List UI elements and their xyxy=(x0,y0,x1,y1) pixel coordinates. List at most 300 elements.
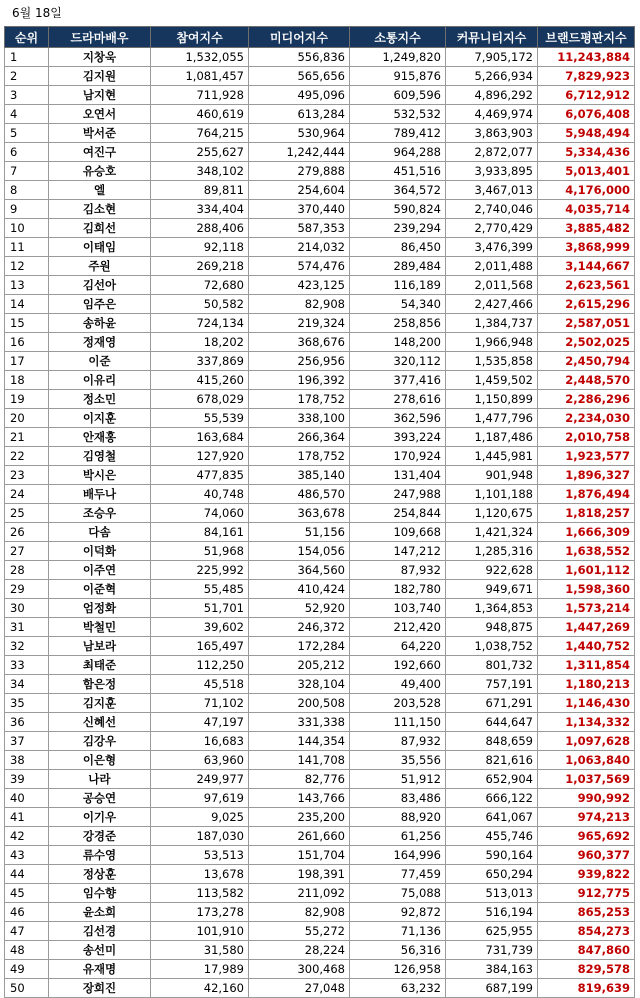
participation-cell: 39,602 xyxy=(151,618,249,637)
communication-cell: 915,876 xyxy=(350,67,446,86)
table-row xyxy=(5,599,635,618)
participation-cell: 72,680 xyxy=(151,276,249,295)
communication-cell: 239,294 xyxy=(350,219,446,238)
header-rank: 순위 xyxy=(5,27,49,48)
table-row xyxy=(5,105,635,124)
communication-cell: 54,340 xyxy=(350,295,446,314)
brand-index-cell: 960,377 xyxy=(538,846,635,865)
brand-index-cell: 1,876,494 xyxy=(538,485,635,504)
media-cell: 587,353 xyxy=(249,219,350,238)
actor-name-cell: 이은형 xyxy=(49,751,151,770)
actor-name-cell: 엘 xyxy=(49,181,151,200)
communication-cell: 75,088 xyxy=(350,884,446,903)
media-cell: 256,956 xyxy=(249,352,350,371)
communication-cell: 61,256 xyxy=(350,827,446,846)
rank-cell: 11 xyxy=(5,238,49,257)
community-cell: 1,421,324 xyxy=(446,523,538,542)
participation-cell: 45,518 xyxy=(151,675,249,694)
community-cell: 922,628 xyxy=(446,561,538,580)
brand-index-cell: 6,076,408 xyxy=(538,105,635,124)
rank-cell: 25 xyxy=(5,504,49,523)
actor-name-cell: 공승연 xyxy=(49,789,151,808)
brand-index-cell: 1,097,628 xyxy=(538,732,635,751)
table-row xyxy=(5,295,635,314)
brand-index-cell: 5,334,436 xyxy=(538,143,635,162)
participation-cell: 113,582 xyxy=(151,884,249,903)
brand-index-cell: 11,243,884 xyxy=(538,48,635,67)
communication-cell: 170,924 xyxy=(350,447,446,466)
rank-cell: 41 xyxy=(5,808,49,827)
actor-name-cell: 김소현 xyxy=(49,200,151,219)
communication-cell: 532,532 xyxy=(350,105,446,124)
brand-index-cell: 939,822 xyxy=(538,865,635,884)
community-cell: 1,384,737 xyxy=(446,314,538,333)
actor-name-cell: 이덕화 xyxy=(49,542,151,561)
actor-name-cell: 정재영 xyxy=(49,333,151,352)
community-cell: 1,120,675 xyxy=(446,504,538,523)
actor-name-cell: 강경준 xyxy=(49,827,151,846)
communication-cell: 364,572 xyxy=(350,181,446,200)
communication-cell: 609,596 xyxy=(350,86,446,105)
table-row xyxy=(5,922,635,941)
actor-name-cell: 나라 xyxy=(49,770,151,789)
brand-index-cell: 1,923,577 xyxy=(538,447,635,466)
community-cell: 644,647 xyxy=(446,713,538,732)
media-cell: 235,200 xyxy=(249,808,350,827)
media-cell: 530,964 xyxy=(249,124,350,143)
participation-cell: 40,748 xyxy=(151,485,249,504)
participation-cell: 288,406 xyxy=(151,219,249,238)
community-cell: 3,933,895 xyxy=(446,162,538,181)
actor-name-cell: 배두나 xyxy=(49,485,151,504)
participation-cell: 63,960 xyxy=(151,751,249,770)
communication-cell: 164,996 xyxy=(350,846,446,865)
community-cell: 1,966,948 xyxy=(446,333,538,352)
table-row xyxy=(5,770,635,789)
community-cell: 7,905,172 xyxy=(446,48,538,67)
brand-reputation-table xyxy=(4,26,635,998)
participation-cell: 18,202 xyxy=(151,333,249,352)
header-brand-index: 브랜드평판지수 xyxy=(538,27,635,48)
rank-cell: 22 xyxy=(5,447,49,466)
rank-cell: 46 xyxy=(5,903,49,922)
table-row xyxy=(5,561,635,580)
brand-index-cell: 990,992 xyxy=(538,789,635,808)
actor-name-cell: 최태준 xyxy=(49,656,151,675)
communication-cell: 109,668 xyxy=(350,523,446,542)
table-row xyxy=(5,808,635,827)
media-cell: 196,392 xyxy=(249,371,350,390)
media-cell: 423,125 xyxy=(249,276,350,295)
communication-cell: 92,872 xyxy=(350,903,446,922)
brand-index-cell: 854,273 xyxy=(538,922,635,941)
table-row xyxy=(5,656,635,675)
media-cell: 205,212 xyxy=(249,656,350,675)
participation-cell: 1,081,457 xyxy=(151,67,249,86)
communication-cell: 247,988 xyxy=(350,485,446,504)
participation-cell: 9,025 xyxy=(151,808,249,827)
brand-index-cell: 1,896,327 xyxy=(538,466,635,485)
community-cell: 384,163 xyxy=(446,960,538,979)
brand-index-cell: 865,253 xyxy=(538,903,635,922)
brand-index-cell: 1,311,854 xyxy=(538,656,635,675)
rank-cell: 23 xyxy=(5,466,49,485)
community-cell: 4,469,974 xyxy=(446,105,538,124)
date-label: 6월 18일 xyxy=(12,6,62,20)
actor-name-cell: 이준혁 xyxy=(49,580,151,599)
communication-cell: 1,249,820 xyxy=(350,48,446,67)
media-cell: 261,660 xyxy=(249,827,350,846)
communication-cell: 103,740 xyxy=(350,599,446,618)
media-cell: 28,224 xyxy=(249,941,350,960)
rank-cell: 9 xyxy=(5,200,49,219)
actor-name-cell: 남지현 xyxy=(49,86,151,105)
table-row xyxy=(5,257,635,276)
community-cell: 2,740,046 xyxy=(446,200,538,219)
media-cell: 143,766 xyxy=(249,789,350,808)
communication-cell: 88,920 xyxy=(350,808,446,827)
rank-cell: 42 xyxy=(5,827,49,846)
brand-index-cell: 1,037,569 xyxy=(538,770,635,789)
rank-cell: 18 xyxy=(5,371,49,390)
actor-name-cell: 이태임 xyxy=(49,238,151,257)
communication-cell: 203,528 xyxy=(350,694,446,713)
table-row xyxy=(5,219,635,238)
rank-cell: 32 xyxy=(5,637,49,656)
media-cell: 141,708 xyxy=(249,751,350,770)
actor-name-cell: 김강우 xyxy=(49,732,151,751)
table-row xyxy=(5,789,635,808)
participation-cell: 334,404 xyxy=(151,200,249,219)
community-cell: 1,477,796 xyxy=(446,409,538,428)
brand-index-cell: 1,601,112 xyxy=(538,561,635,580)
media-cell: 338,100 xyxy=(249,409,350,428)
brand-index-cell: 1,666,309 xyxy=(538,523,635,542)
media-cell: 1,242,444 xyxy=(249,143,350,162)
rank-cell: 5 xyxy=(5,124,49,143)
actor-name-cell: 박시은 xyxy=(49,466,151,485)
participation-cell: 678,029 xyxy=(151,390,249,409)
rank-cell: 13 xyxy=(5,276,49,295)
brand-index-cell: 3,144,667 xyxy=(538,257,635,276)
community-cell: 5,266,934 xyxy=(446,67,538,86)
communication-cell: 87,932 xyxy=(350,561,446,580)
table-row xyxy=(5,542,635,561)
media-cell: 219,324 xyxy=(249,314,350,333)
communication-cell: 49,400 xyxy=(350,675,446,694)
participation-cell: 74,060 xyxy=(151,504,249,523)
rank-cell: 45 xyxy=(5,884,49,903)
table-row xyxy=(5,523,635,542)
media-cell: 279,888 xyxy=(249,162,350,181)
brand-index-cell: 847,860 xyxy=(538,941,635,960)
header-row xyxy=(5,27,635,48)
actor-name-cell: 송선미 xyxy=(49,941,151,960)
actor-name-cell: 임수향 xyxy=(49,884,151,903)
table-row xyxy=(5,466,635,485)
communication-cell: 87,932 xyxy=(350,732,446,751)
table-row xyxy=(5,751,635,770)
actor-name-cell: 유승호 xyxy=(49,162,151,181)
actor-name-cell: 장희진 xyxy=(49,979,151,998)
brand-index-cell: 6,712,912 xyxy=(538,86,635,105)
rank-cell: 37 xyxy=(5,732,49,751)
actor-name-cell: 임주은 xyxy=(49,295,151,314)
rank-cell: 17 xyxy=(5,352,49,371)
rank-cell: 14 xyxy=(5,295,49,314)
actor-name-cell: 정소민 xyxy=(49,390,151,409)
media-cell: 82,908 xyxy=(249,903,350,922)
actor-name-cell: 이유리 xyxy=(49,371,151,390)
table-row xyxy=(5,675,635,694)
media-cell: 266,364 xyxy=(249,428,350,447)
actor-name-cell: 김선아 xyxy=(49,276,151,295)
rank-cell: 38 xyxy=(5,751,49,770)
community-cell: 1,364,853 xyxy=(446,599,538,618)
media-cell: 486,570 xyxy=(249,485,350,504)
participation-cell: 249,977 xyxy=(151,770,249,789)
table-row xyxy=(5,276,635,295)
actor-name-cell: 주원 xyxy=(49,257,151,276)
participation-cell: 51,968 xyxy=(151,542,249,561)
community-cell: 2,011,488 xyxy=(446,257,538,276)
media-cell: 144,354 xyxy=(249,732,350,751)
participation-cell: 1,532,055 xyxy=(151,48,249,67)
participation-cell: 47,197 xyxy=(151,713,249,732)
community-cell: 1,445,981 xyxy=(446,447,538,466)
brand-index-cell: 974,213 xyxy=(538,808,635,827)
communication-cell: 83,486 xyxy=(350,789,446,808)
table-row xyxy=(5,238,635,257)
media-cell: 151,704 xyxy=(249,846,350,865)
brand-index-cell: 1,818,257 xyxy=(538,504,635,523)
community-cell: 1,150,899 xyxy=(446,390,538,409)
media-cell: 82,776 xyxy=(249,770,350,789)
rank-cell: 50 xyxy=(5,979,49,998)
media-cell: 55,272 xyxy=(249,922,350,941)
community-cell: 2,872,077 xyxy=(446,143,538,162)
header-participation: 참여지수 xyxy=(151,27,249,48)
participation-cell: 477,835 xyxy=(151,466,249,485)
media-cell: 613,284 xyxy=(249,105,350,124)
community-cell: 1,187,486 xyxy=(446,428,538,447)
media-cell: 556,836 xyxy=(249,48,350,67)
communication-cell: 377,416 xyxy=(350,371,446,390)
brand-index-cell: 1,573,214 xyxy=(538,599,635,618)
participation-cell: 50,582 xyxy=(151,295,249,314)
community-cell: 1,535,858 xyxy=(446,352,538,371)
media-cell: 214,032 xyxy=(249,238,350,257)
media-cell: 51,156 xyxy=(249,523,350,542)
communication-cell: 393,224 xyxy=(350,428,446,447)
participation-cell: 53,513 xyxy=(151,846,249,865)
actor-name-cell: 신혜선 xyxy=(49,713,151,732)
communication-cell: 56,316 xyxy=(350,941,446,960)
rank-cell: 20 xyxy=(5,409,49,428)
community-cell: 3,476,399 xyxy=(446,238,538,257)
table-row xyxy=(5,713,635,732)
brand-index-cell: 2,623,561 xyxy=(538,276,635,295)
brand-index-cell: 3,868,999 xyxy=(538,238,635,257)
community-cell: 1,459,502 xyxy=(446,371,538,390)
participation-cell: 31,580 xyxy=(151,941,249,960)
participation-cell: 51,701 xyxy=(151,599,249,618)
community-cell: 513,013 xyxy=(446,884,538,903)
table-row xyxy=(5,143,635,162)
communication-cell: 254,844 xyxy=(350,504,446,523)
brand-index-cell: 829,578 xyxy=(538,960,635,979)
community-cell: 3,467,013 xyxy=(446,181,538,200)
rank-cell: 43 xyxy=(5,846,49,865)
media-cell: 328,104 xyxy=(249,675,350,694)
header-communication: 소통지수 xyxy=(350,27,446,48)
actor-name-cell: 김희선 xyxy=(49,219,151,238)
media-cell: 154,056 xyxy=(249,542,350,561)
media-cell: 331,338 xyxy=(249,713,350,732)
rank-cell: 26 xyxy=(5,523,49,542)
rank-cell: 44 xyxy=(5,865,49,884)
brand-index-cell: 3,885,482 xyxy=(538,219,635,238)
community-cell: 2,011,568 xyxy=(446,276,538,295)
participation-cell: 55,539 xyxy=(151,409,249,428)
rank-cell: 34 xyxy=(5,675,49,694)
actor-name-cell: 류수영 xyxy=(49,846,151,865)
community-cell: 590,164 xyxy=(446,846,538,865)
brand-index-cell: 2,448,570 xyxy=(538,371,635,390)
media-cell: 254,604 xyxy=(249,181,350,200)
community-cell: 1,038,752 xyxy=(446,637,538,656)
community-cell: 3,863,903 xyxy=(446,124,538,143)
participation-cell: 337,869 xyxy=(151,352,249,371)
brand-index-cell: 4,176,000 xyxy=(538,181,635,200)
rank-cell: 24 xyxy=(5,485,49,504)
table-row xyxy=(5,865,635,884)
table-row xyxy=(5,200,635,219)
community-cell: 731,739 xyxy=(446,941,538,960)
actor-name-cell: 정상훈 xyxy=(49,865,151,884)
rank-cell: 40 xyxy=(5,789,49,808)
media-cell: 495,096 xyxy=(249,86,350,105)
media-cell: 368,676 xyxy=(249,333,350,352)
community-cell: 687,199 xyxy=(446,979,538,998)
communication-cell: 148,200 xyxy=(350,333,446,352)
brand-index-cell: 1,598,360 xyxy=(538,580,635,599)
rank-cell: 6 xyxy=(5,143,49,162)
communication-cell: 64,220 xyxy=(350,637,446,656)
participation-cell: 348,102 xyxy=(151,162,249,181)
media-cell: 246,372 xyxy=(249,618,350,637)
rank-cell: 35 xyxy=(5,694,49,713)
header-community: 커뮤니티지수 xyxy=(446,27,538,48)
rank-cell: 1 xyxy=(5,48,49,67)
communication-cell: 86,450 xyxy=(350,238,446,257)
table-row xyxy=(5,48,635,67)
community-cell: 821,616 xyxy=(446,751,538,770)
rank-cell: 30 xyxy=(5,599,49,618)
actor-name-cell: 이기우 xyxy=(49,808,151,827)
community-cell: 671,291 xyxy=(446,694,538,713)
table-row xyxy=(5,903,635,922)
community-cell: 1,101,188 xyxy=(446,485,538,504)
table-row xyxy=(5,352,635,371)
actor-name-cell: 박철민 xyxy=(49,618,151,637)
actor-name-cell: 송하윤 xyxy=(49,314,151,333)
actor-name-cell: 이준 xyxy=(49,352,151,371)
actor-name-cell: 김지훈 xyxy=(49,694,151,713)
media-cell: 178,752 xyxy=(249,390,350,409)
table-row xyxy=(5,884,635,903)
media-cell: 363,678 xyxy=(249,504,350,523)
table-row xyxy=(5,637,635,656)
community-cell: 641,067 xyxy=(446,808,538,827)
communication-cell: 289,484 xyxy=(350,257,446,276)
media-cell: 211,092 xyxy=(249,884,350,903)
communication-cell: 111,150 xyxy=(350,713,446,732)
table-row xyxy=(5,732,635,751)
brand-index-cell: 819,639 xyxy=(538,979,635,998)
rank-cell: 27 xyxy=(5,542,49,561)
communication-cell: 590,824 xyxy=(350,200,446,219)
participation-cell: 711,928 xyxy=(151,86,249,105)
table-row xyxy=(5,694,635,713)
communication-cell: 51,912 xyxy=(350,770,446,789)
actor-name-cell: 여진구 xyxy=(49,143,151,162)
actor-name-cell: 박서준 xyxy=(49,124,151,143)
brand-index-cell: 965,692 xyxy=(538,827,635,846)
participation-cell: 92,118 xyxy=(151,238,249,257)
brand-index-cell: 5,013,401 xyxy=(538,162,635,181)
table-row xyxy=(5,485,635,504)
communication-cell: 789,412 xyxy=(350,124,446,143)
table-row xyxy=(5,580,635,599)
rank-cell: 48 xyxy=(5,941,49,960)
rank-cell: 16 xyxy=(5,333,49,352)
media-cell: 178,752 xyxy=(249,447,350,466)
actor-name-cell: 오연서 xyxy=(49,105,151,124)
brand-index-cell: 1,134,332 xyxy=(538,713,635,732)
communication-cell: 131,404 xyxy=(350,466,446,485)
communication-cell: 192,660 xyxy=(350,656,446,675)
community-cell: 516,194 xyxy=(446,903,538,922)
brand-index-cell: 7,829,923 xyxy=(538,67,635,86)
rank-cell: 36 xyxy=(5,713,49,732)
rank-cell: 47 xyxy=(5,922,49,941)
community-cell: 666,122 xyxy=(446,789,538,808)
brand-index-cell: 912,775 xyxy=(538,884,635,903)
participation-cell: 764,215 xyxy=(151,124,249,143)
brand-index-cell: 4,035,714 xyxy=(538,200,635,219)
brand-index-cell: 2,286,296 xyxy=(538,390,635,409)
media-cell: 565,656 xyxy=(249,67,350,86)
table-row xyxy=(5,371,635,390)
media-cell: 200,508 xyxy=(249,694,350,713)
header-media: 미디어지수 xyxy=(249,27,350,48)
rank-cell: 31 xyxy=(5,618,49,637)
rank-cell: 10 xyxy=(5,219,49,238)
brand-index-cell: 1,638,552 xyxy=(538,542,635,561)
community-cell: 4,896,292 xyxy=(446,86,538,105)
brand-index-cell: 5,948,494 xyxy=(538,124,635,143)
media-cell: 198,391 xyxy=(249,865,350,884)
rank-cell: 19 xyxy=(5,390,49,409)
rank-cell: 4 xyxy=(5,105,49,124)
participation-cell: 101,910 xyxy=(151,922,249,941)
communication-cell: 278,616 xyxy=(350,390,446,409)
actor-name-cell: 지창욱 xyxy=(49,48,151,67)
participation-cell: 415,260 xyxy=(151,371,249,390)
participation-cell: 173,278 xyxy=(151,903,249,922)
actor-name-cell: 안재홍 xyxy=(49,428,151,447)
